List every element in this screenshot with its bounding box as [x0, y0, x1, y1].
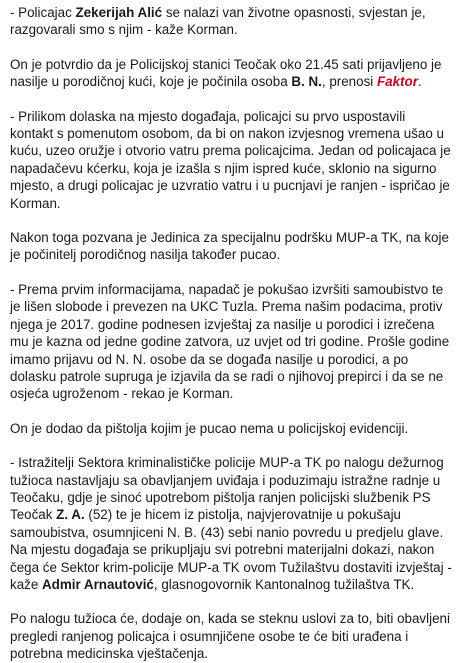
paragraph-1-text-b: se nalazi van životne opasnosti, svjestan je, razgovarali smo s njim - kaže Korman. [10, 5, 426, 38]
officer-name: Zekerijah Alić [75, 5, 163, 20]
paragraph-2-text-a: On je potvrdio da je Policijskoj stanici Teočak oko 21.45 sati prijavljeno je nasilje u porodičnoj kući, koje je počinila osoba [10, 56, 442, 90]
paragraph-6: On je dodao da pištolja kojim je pucao nema u policijskoj evidenciji. [10, 420, 409, 436]
paragraph-3: - Prilikom dolaska na mjesto događaja, policajci su prvo uspostavili kontakt s pomenutom osobom, da bi on nakon izvjesnog vremena ušao u kuću, uzeo oružje i otvorio vatru prema policajcima. Jedan od policajaca je napadačevu kćerku, koja je izašla s njim ispred kuće, sklonio na sigurno mjesto, a drugi policajac je uzvratio vatru i u pucnjavi je ranjen - ispričao je Korman. [10, 108, 451, 211]
spokesman-name: Admir Arnautović [42, 576, 154, 592]
paragraph-2 [10, 56, 452, 91]
paragraph-5: - Prema prvim informacijama, napadač je pokušao izvršiti samoubistvo te je lišen slobode i prevezen na UKC Tuzla. Prema našim podacima, protiv njega je 2017. godine podnesen izvještaj za nasilje u porodici i izrečena mu je kazna od jedne godine zatvora, uz uvjet od tri godine. Prošle godine imamo prijavu od N. N. osobe da se događa nasilje u porodici, a po dolasku patrole supruga je izjavila da se radi o njihovoj prepirci i da se ne osjeća ugroženom - rekao je Korman. [10, 281, 450, 402]
paragraph-7 [10, 454, 452, 593]
paragraph-1 [10, 4, 452, 39]
paragraph-7-text-b: (52) te je hicem iz pistolja, najvjerovatnije u pokušaju samoubistva, osumnjiceni N. B. (43) sebi nanio povredu u predjelu glave. Na mjestu događaja se prikupljaju svi potrebni materijalni dokazi, nakon čega će Sektor krim-policije MUP-a TK ovom Tužilaštvu dostaviti izvještaj - kaže [10, 507, 452, 592]
paragraph-7-text-a: - Istražitelji Sektora kriminalističke policije MUP-a TK po nalogu dežurnog tužioca nastavljaju sa obavljanjem uviđaja i poduzimaju istražne radnje u Teočaku, gdje je sinoć upotrebom pištolja ranjen policijski službenik PS Teočak [10, 455, 444, 523]
paragraph-1-text-a: - Policajac [10, 5, 76, 20]
paragraph-8: Po nalogu tužioca će, dodaje on, kada se steknu uslovi za to, biti obavljeni pregledi ranjenog policajca i osumnjičene osobe te će biti urađena i potrebna medicinska vještačenja. [10, 611, 450, 662]
suspect-initials: B. N. [291, 74, 322, 90]
paragraph-7-text-c: , glasnogovornik Kantonalnog tužilaštva TK. [153, 576, 415, 592]
paragraph-4: Nakon toga pozvana je Jedinica za specijalnu podršku MUP-a TK, na koje je počinitelj porodičnog nasilja također pucao. [10, 230, 449, 263]
paragraph-2-text-c: . [417, 74, 422, 90]
officer-initials: Z. A. [56, 507, 85, 523]
paragraph-2-text-b: , prenosi [321, 74, 377, 90]
source-link[interactable]: Faktor [376, 74, 418, 90]
